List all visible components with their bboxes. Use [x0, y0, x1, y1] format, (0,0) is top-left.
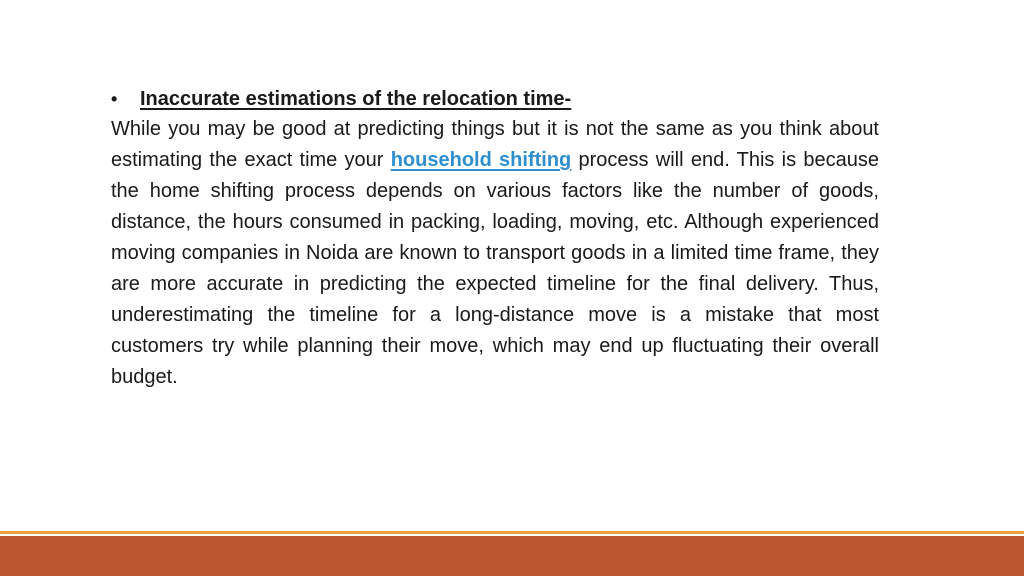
- footer-bar: [0, 536, 1024, 576]
- paragraph-text-after-link: process will end. This is because the home shifting process depends on various factors like the number of goods, distance, the hours consumed in packing, loading, moving, etc. Although experienced moving companies in Noida are known to transport goods in a limited time frame, they are more accurate in predicting the expected timeline for the final delivery. Thus, underestimating the timeline for a long-distance move is a mistake that most customers try while planning their move, which may end up fluctuating their overall budget.: [111, 149, 879, 388]
- section-heading: Inaccurate estimations of the relocation time-: [140, 88, 572, 110]
- slide-content: [111, 84, 879, 393]
- footer-accent-line: [0, 531, 1024, 534]
- household-shifting-link[interactable]: household shifting: [390, 149, 572, 171]
- body-paragraph: [111, 114, 879, 393]
- paragraph-text-before-link: While you may be good at predicting things but it is not the same as you think about estimating the exact time your: [111, 118, 879, 171]
- bullet-point: •: [111, 89, 118, 109]
- bullet-heading-row: [111, 84, 879, 115]
